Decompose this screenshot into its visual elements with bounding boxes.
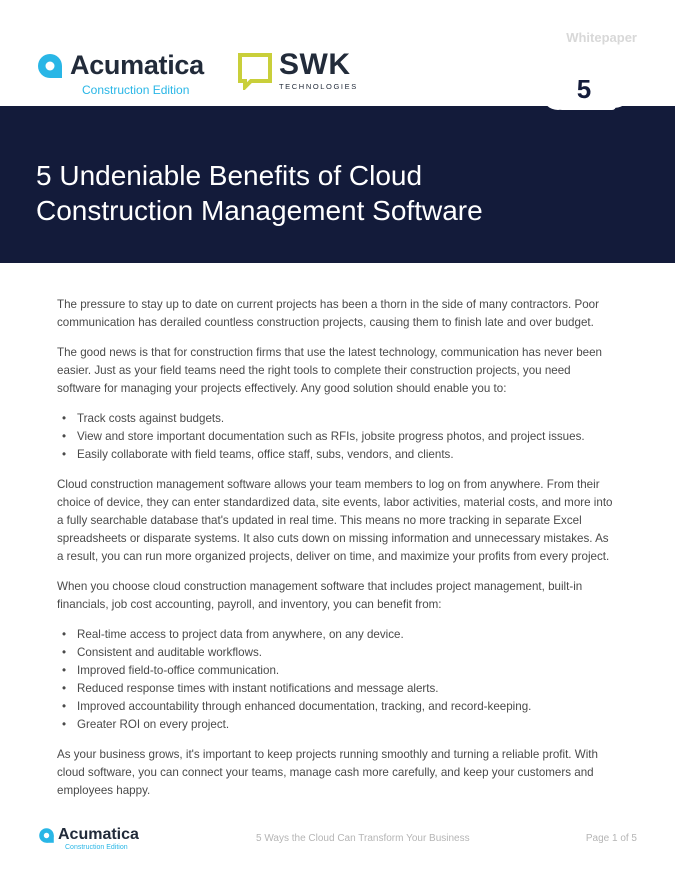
footer-acumatica-mark-icon: [38, 827, 55, 844]
footer-acumatica-wordmark: Acumatica: [58, 826, 139, 843]
acumatica-wordmark: Acumatica: [70, 50, 204, 80]
cloud-badge-number: 5: [576, 74, 592, 104]
list-item: • View and store important documentation such as RFIs, jobsite progress photos, and project issues.: [57, 428, 617, 446]
list-item: • Track costs against budgets.: [57, 410, 617, 428]
footer-acumatica-logo: [38, 826, 139, 851]
swk-logo: [237, 50, 358, 91]
paragraph-benefits-intro: When you choose cloud construction management software that includes project management, built-in financials, job cost accounting, payroll, and inventory, you can benefit from:: [57, 580, 583, 611]
page-title: 5 Undeniable Benefits of Cloud Construction Management Software: [36, 160, 483, 226]
footer-acumatica-edition: Construction Edition: [65, 844, 128, 851]
acumatica-logo: [36, 50, 204, 97]
acumatica-edition: Construction Edition: [82, 83, 190, 97]
list-item: • Consistent and auditable workflows.: [57, 644, 617, 662]
footer-document-title: 5 Ways the Cloud Can Transform Your Business: [256, 833, 470, 844]
capabilities-list: [57, 410, 617, 464]
list-item: • Greater ROI on every project.: [57, 716, 617, 734]
swk-wordmark: SWK: [279, 48, 351, 81]
list-item: • Improved accountability through enhanced documentation, tracking, and record-keeping.: [57, 698, 617, 716]
page-number: Page 1 of 5: [585, 833, 637, 844]
swk-tagline: TECHNOLOGIES: [279, 82, 358, 91]
list-item: • Easily collaborate with field teams, office staff, subs, vendors, and clients.: [57, 446, 617, 464]
document-type-label: Whitepaper: [566, 30, 637, 45]
paragraph-cloud-software: Cloud construction management software allows your team members to log on from anywhere. From their choice of device, they can enter standardized data, site events, labor activities, material costs, and more into a fully searchable database that's updated in real time. This means no more tracking in separate Excel spreadsheets or disparate systems. It also cuts down on missing information and unnecessary mistakes. As a result, you can run more organized projects, deliver on time, and maximize your profits from every project.: [57, 478, 613, 563]
list-item: • Improved field-to-office communication.: [57, 662, 617, 680]
list-item: • Reduced response times with instant notifications and message alerts.: [57, 680, 617, 698]
benefits-list: [57, 626, 617, 734]
paragraph-good-news: The good news is that for construction firms that use the latest technology, communication has never been easier. Just as your field teams need the right tools to complete their construction projects, you need software for managing your projects effectively. Any good solution should enable you to:: [57, 346, 602, 395]
title-banner: [0, 106, 675, 263]
paragraph-conclusion: As your business grows, it's important to keep projects running smoothly and turning a reliable profit. With cloud software, you can connect your teams, manage cash more carefully, and keep your customers and employees happy.: [57, 748, 598, 797]
list-item: • Real-time access to project data from anywhere, on any device.: [57, 626, 617, 644]
swk-mark-icon: [237, 52, 273, 90]
body-content: [57, 296, 617, 812]
acumatica-mark-icon: [36, 52, 64, 80]
paragraph-intro: The pressure to stay up to date on current projects has been a thorn in the side of many contractors. Poor communication has derailed countless construction projects, causing them to finish late and over budget.: [57, 298, 599, 329]
